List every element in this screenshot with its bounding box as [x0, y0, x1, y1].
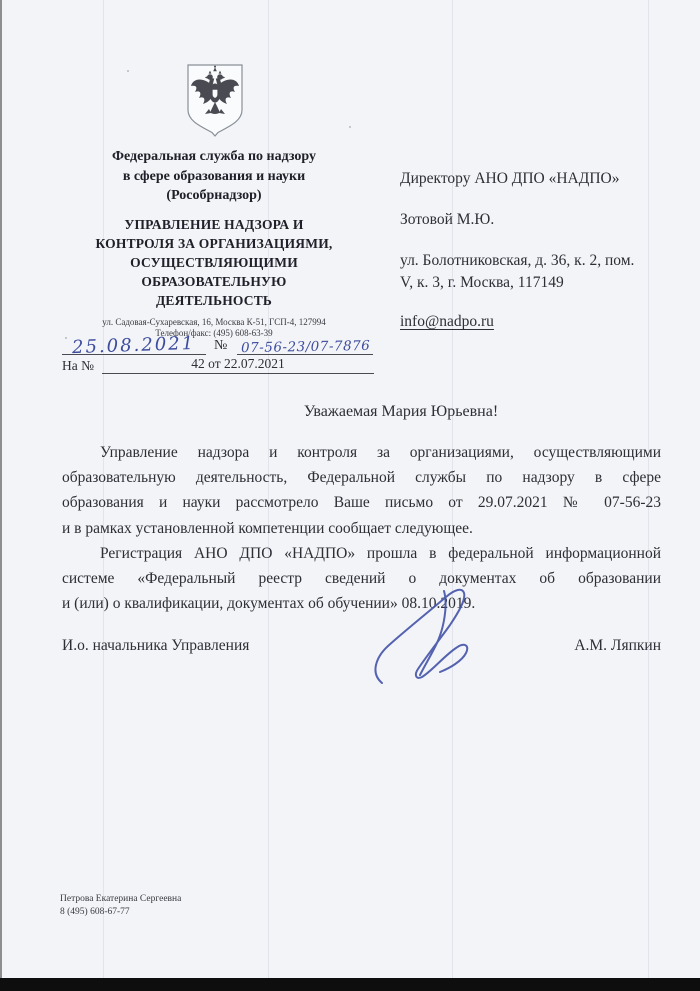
recipient-title: Директору АНО ДПО «НАДПО»	[400, 170, 620, 187]
department-line: ОБРАЗОВАТЕЛЬНУЮ	[141, 273, 287, 289]
letter-body	[62, 440, 661, 616]
reply-to-label: На №	[62, 358, 94, 373]
scan-speck	[127, 70, 129, 72]
scan-bottom-bar	[0, 978, 700, 991]
department-line: ОСУЩЕСТВЛЯЮЩИМИ	[130, 254, 298, 270]
recipient-address-line: V, к. 3, г. Москва, 117149	[400, 274, 564, 291]
reply-to-number: 42 от 22.07.2021	[102, 356, 374, 374]
executor-phone: 8 (495) 608-67-77	[60, 907, 130, 917]
body-line: и в рамках установленной компетенции сообщает следующее.	[62, 519, 473, 537]
department-name	[60, 215, 368, 310]
sender-phone-line: Телефон/факс: (495) 608-63-39	[155, 328, 273, 338]
number-sign: №	[214, 338, 228, 353]
org-name-line: (Рособрнадзор)	[166, 188, 262, 203]
handwritten-number-field	[237, 336, 373, 355]
scan-edge-artifact	[0, 0, 2, 991]
body-line: образования и науки рассмотрело Ваше письмо от 29.07.2021 № 07-56-23	[62, 494, 661, 512]
recipient-block	[400, 168, 680, 333]
handwritten-date-field	[62, 332, 206, 359]
executor-name: Петрова Екатерина Сергеевна	[60, 894, 182, 904]
signature-row	[62, 637, 661, 655]
recipient-address-line: ул. Болотниковская, д. 36, к. 2, пом.	[400, 252, 635, 269]
department-line: ДЕЯТЕЛЬНОСТЬ	[155, 292, 273, 308]
salutation: Уважаемая Мария Юрьевна!	[303, 403, 499, 420]
body-line: и (или) о квалификации, документах об обучении» 08.10.2019.	[62, 595, 476, 613]
scan-speck	[349, 126, 351, 128]
handwritten-number: 07-56-23/07-7876	[240, 337, 371, 357]
letterhead	[60, 147, 368, 340]
handwritten-date: 25.08.2021	[72, 332, 196, 359]
sender-address-line: ул. Садовая-Сухаревская, 16, Москва К-51, ГСП-4, 127994	[102, 316, 326, 327]
signer-position: И.о. начальника Управления	[62, 637, 250, 654]
executor-block	[60, 893, 181, 919]
recipient-name: Зотовой М.Ю.	[400, 211, 495, 228]
body-line: Регистрация АНО ДПО «НАДПО» прошла в федеральной информационной	[100, 544, 661, 562]
double-headed-eagle-icon	[185, 64, 245, 138]
incoming-number-row	[62, 356, 374, 374]
department-line: УПРАВЛЕНИЕ НАДЗОРА И	[124, 216, 304, 232]
org-name-line: Федеральная служба по надзору	[111, 149, 317, 164]
recipient-email: info@nadpo.ru	[400, 313, 494, 330]
signer-name: А.М. Ляпкин	[574, 637, 661, 654]
department-line: КОНТРОЛЯ ЗА ОРГАНИЗАЦИЯМИ,	[95, 235, 333, 251]
outgoing-number-row	[62, 329, 374, 359]
body-line: образовательную деятельность, Федеральной службы по надзору в сфере	[62, 469, 661, 487]
org-name-line: в сфере образования и науки	[122, 168, 306, 184]
body-line: системе «Федеральный реестр сведений о документах об образовании	[62, 570, 661, 588]
handwritten-signature	[372, 583, 490, 695]
body-line: Управление надзора и контроля за организациями, осуществляющими	[100, 444, 661, 461]
reference-block	[62, 329, 374, 374]
coat-of-arms-emblem	[185, 64, 245, 138]
